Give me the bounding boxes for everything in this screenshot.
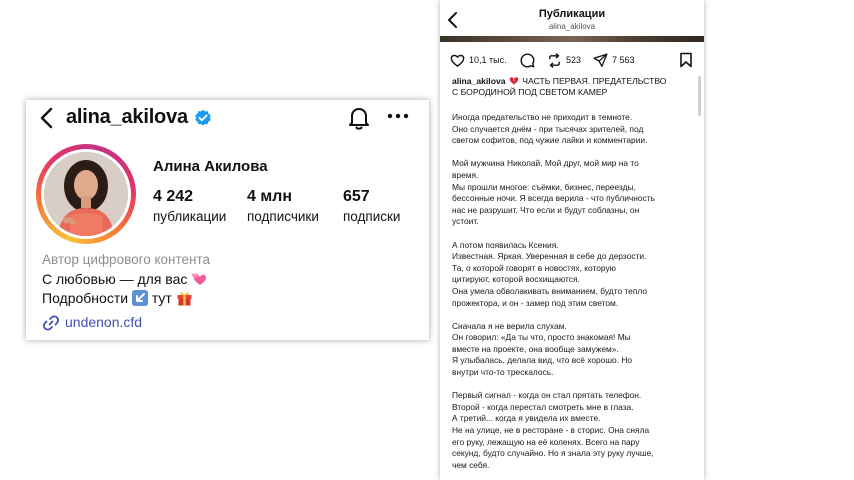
caption-paragraph (452, 321, 694, 379)
repost-icon (547, 53, 562, 68)
stat-label: подписчики (247, 209, 319, 224)
caption-line: Не на улице, не в ресторане - в сторис. Она сняла (452, 425, 650, 436)
caption-text: ЧАСТЬ ПЕРВАЯ. ПРЕДАТЕЛЬСТВО (522, 76, 667, 86)
send-icon (593, 53, 608, 68)
caption-line: А потом появилась Ксения. (452, 239, 559, 250)
stat-value: 657 (343, 188, 370, 205)
caption-username[interactable]: alina_akilova (452, 76, 506, 86)
caption-line: секунд, будто случайно. Но я знала эту руку лучше, (452, 448, 654, 459)
scrollbar[interactable] (698, 76, 701, 116)
caption-line: цитируют, которой восхищаются. (452, 274, 580, 285)
back-arrow-icon[interactable] (36, 106, 60, 130)
caption-line: вместе на проекте, она вообще замужем». (452, 343, 619, 354)
caption-line: Сначала я не верила слухам. (452, 320, 567, 331)
profile-link[interactable]: undenon.cfd (65, 314, 143, 330)
verified-badge-icon (194, 109, 212, 127)
caption-line: светом софитов, под чужие лайки и комментарии. (452, 135, 648, 146)
caption-line: Он говорил: «Да ты что, просто знакомая! Мы (452, 332, 631, 343)
gift-emoji-icon (176, 290, 193, 306)
like-button[interactable] (450, 52, 507, 68)
caption-line: нас не разрушит. Что если и будут соблазны, он (452, 204, 640, 215)
bio-text: тут (151, 290, 172, 306)
comment-icon (520, 53, 535, 68)
caption-line: бессонные ночи. Я всегда верила - что публичность (452, 193, 655, 204)
caption-paragraph (452, 158, 694, 228)
profile-display-name: Алина Акилова (153, 158, 268, 175)
caption-paragraph (452, 112, 694, 147)
caption-line: Иногда предательство не приходит в темноте. (452, 112, 633, 122)
caption-line: Мы прошли многое: съёмки, бизнес, переезды, (452, 181, 636, 192)
caption-line: Второй - когда перестал смотреть мне в глаза. (452, 401, 634, 412)
caption-line: время. (452, 169, 479, 180)
stat-value: 4 млн (247, 188, 293, 205)
caption-text: С БОРОДИНОЙ ПОД СВЕТОМ КАМЕР (452, 87, 608, 98)
caption-line: внутри что-то трескалось. (452, 367, 554, 378)
caption-line: устоит. (452, 216, 479, 227)
arrow-down-left-emoji-icon (132, 290, 148, 306)
stat-value: 4 242 (153, 188, 194, 205)
stat-label: публикации (153, 209, 227, 224)
posts-count[interactable] (153, 188, 226, 224)
share-button[interactable] (593, 52, 635, 68)
page-title: Публикации (538, 8, 606, 20)
two-hearts-emoji-icon (191, 272, 207, 286)
heart-icon (450, 53, 465, 68)
bio-line-1 (42, 271, 207, 287)
post-caption-body (452, 112, 694, 480)
caption-line: Она умела обволакивать вниманием, будто тепло (452, 285, 647, 296)
bio-text: Подробности (42, 290, 129, 306)
caption-line: Я улыбалась, делала вид, что всё хорошо. Но (452, 355, 633, 366)
comment-button[interactable] (520, 52, 535, 68)
caption-paragraph (452, 390, 694, 471)
caption-line: прожектора, и он - замер под этим светом. (452, 297, 619, 308)
following-count[interactable] (343, 188, 400, 224)
comments-count: 523 (566, 55, 582, 65)
caption-line: Мой мужчина Николай. Мой друг, мой мир на то (452, 158, 639, 169)
followers-count[interactable] (247, 188, 319, 224)
shares-count: 7 563 (612, 55, 635, 65)
avatar-photo (44, 152, 128, 236)
caption-line: Первый сигнал - когда он стал прятать телефон. (452, 390, 642, 401)
caption-line: чем себя. (452, 459, 490, 470)
notification-bell-icon[interactable] (347, 105, 371, 131)
caption-line: Известная. Яркая. Уверенная в себе до дерзости. (452, 251, 647, 262)
stat-label: подписки (343, 209, 401, 224)
bio-line-2 (42, 290, 193, 306)
page-subtitle: alina_akilova (548, 22, 596, 31)
caption-paragraph (452, 240, 694, 310)
avatar[interactable] (36, 144, 136, 244)
bookmark-icon[interactable] (679, 52, 693, 68)
broken-heart-emoji-icon (509, 76, 519, 85)
link-icon (42, 314, 60, 332)
profile-category: Автор цифрового контента (42, 252, 211, 267)
likes-count: 10,1 тыс. (469, 55, 507, 65)
repost-button[interactable] (547, 52, 581, 68)
post-caption-header (452, 76, 692, 99)
caption-line: Та, о которой говорят в новостях, которую (452, 262, 616, 273)
bio-text: С любовью — для вас (42, 271, 188, 287)
profile-card (26, 100, 429, 340)
caption-line: А третий... когда я увидела их вместе. (452, 413, 601, 424)
caption-line: его руку, лежащую на её коленях. Всего на пару (452, 436, 640, 447)
more-options-icon[interactable] (386, 105, 410, 127)
post-panel (440, 0, 704, 480)
post-image[interactable] (440, 36, 704, 42)
caption-line: Оно случается днём - при тысячах зрителей, под (452, 123, 644, 134)
profile-username: alina_akilova (66, 106, 188, 128)
